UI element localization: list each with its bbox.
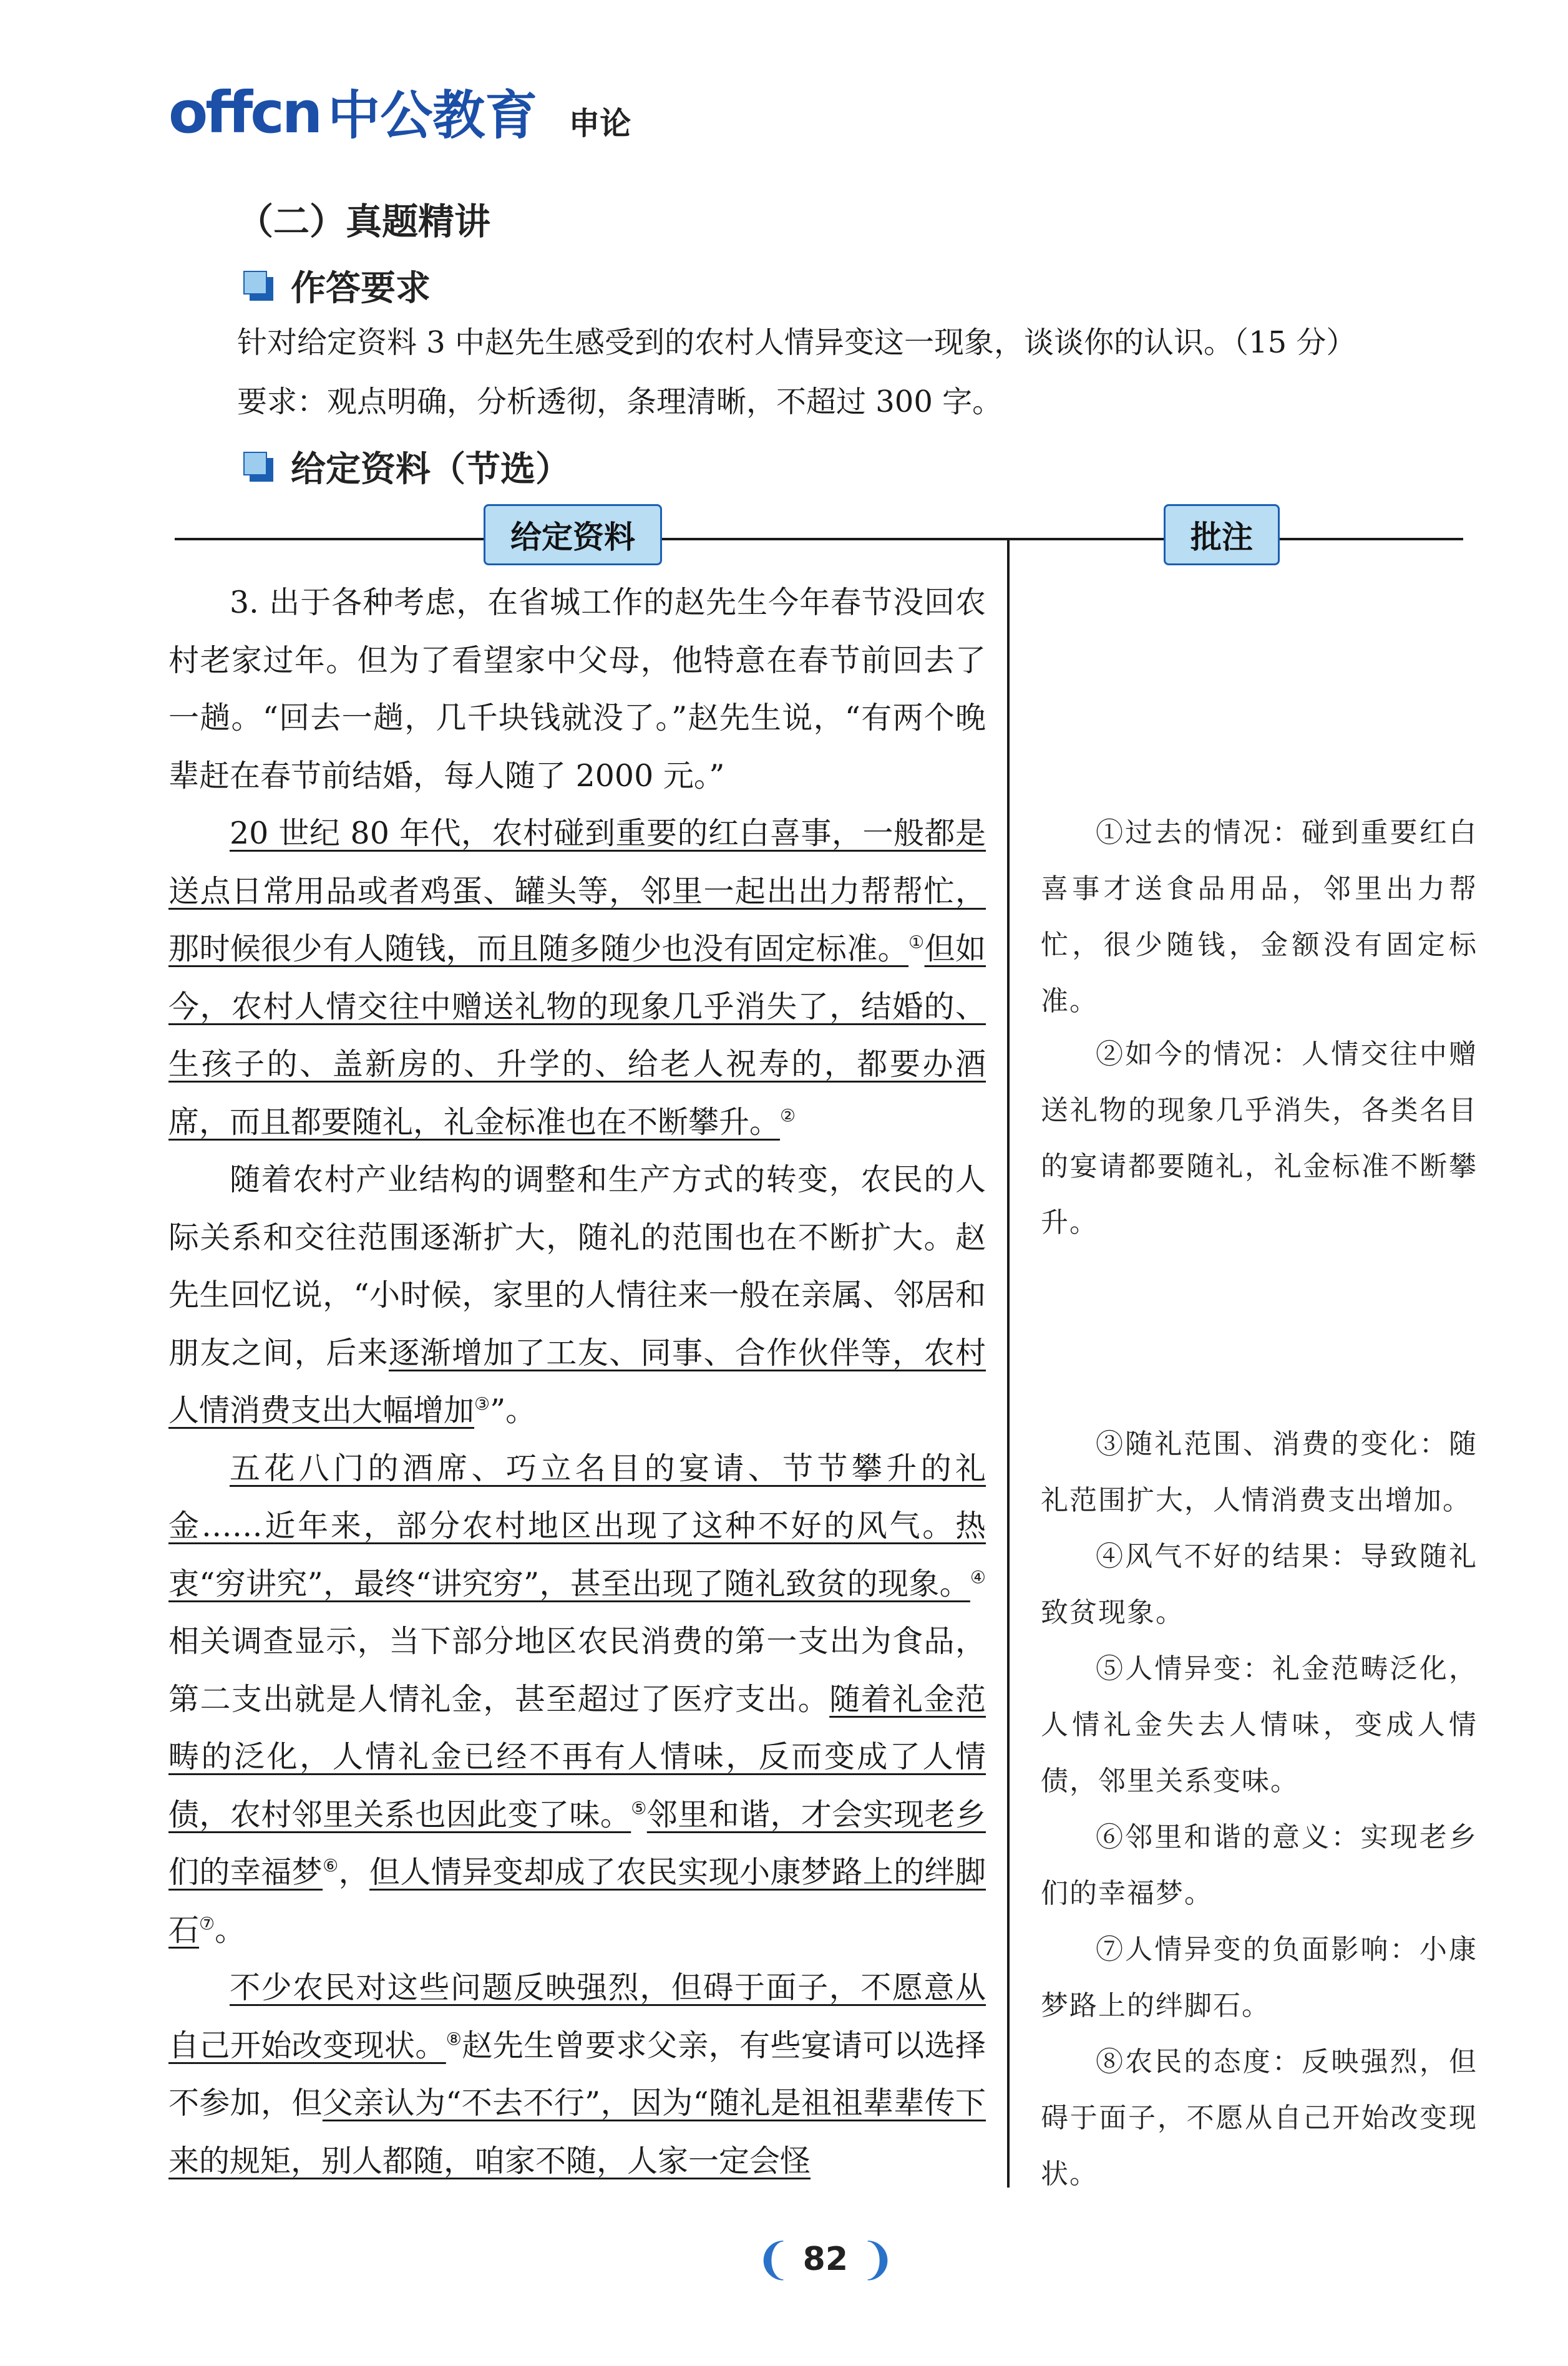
requirements-heading <box>243 261 431 311</box>
underline-2: 但如今，农村人情交往中赠送礼物的现象几乎消失了，结婚的、生孩子的、盖新房的、升学的、给老人祝寿的，都要办酒席，而且都要随礼，礼金标准也在不断攀升。 <box>168 931 986 1140</box>
paragraph-1-text: 3. 出于各种考虑，在省城工作的赵先生今年春节没回农村老家过年。但为了看望家中父母，他特意在春节前回去了一趟。“回去一趟，几千块钱就没了。”赵先生说，“有两个晚辈赶在春节前结婚，每人随了 2000 元。” <box>168 585 986 794</box>
underline-8: 不少农民对这些问题反映强烈，但碍于面子，不愿意从自己开始改变现状。 <box>168 1970 986 2063</box>
paragraph-4-text-a: 相关调查显示，当下部分地区农民消费的第一支出为食品，第二支出就是人情礼金，甚至超过了医疗支出。 <box>168 1624 986 1717</box>
paragraph-4-text-c: 。 <box>215 1912 246 1948</box>
marker-8: ⑧ <box>446 2028 462 2050</box>
note-1: ①过去的情况：碰到重要红白喜事才送食品用品，邻里出力帮忙，很少随钱，金额没有固定标准。 <box>1041 817 1478 1017</box>
header-logo <box>168 79 631 146</box>
marker-3: ③ <box>474 1393 490 1414</box>
marker-5: ⑤ <box>631 1798 647 1819</box>
material-heading-text: 给定资料（节选） <box>291 449 570 490</box>
note-3: ③随礼范围、消费的变化：随礼范围扩大，人情消费支出增加。 <box>1041 1428 1478 1516</box>
marker-1: ① <box>908 932 925 953</box>
logo-chinese-name: 中公教育 <box>328 85 538 146</box>
underline-4: 五花八门的酒席、巧立名目的宴请、节节攀升的礼金……近年来，部分农村地区出现了这种不好的风气。热衷“穷讲究”，最终“讲究穷”，甚至出现了随礼致贫的现象。 <box>168 1450 986 1602</box>
material-text <box>168 574 986 2190</box>
marker-2: ② <box>780 1105 796 1126</box>
note-5: ⑤人情异变：礼金范畴泛化，人情礼金失去人情味，变成人情债，邻里关系变味。 <box>1041 1653 1478 1797</box>
note-6: ⑥邻里和谐的意义：实现老乡们的幸福梦。 <box>1041 1821 1478 1909</box>
underline-3: 逐渐增加了工友、同事、合作伙伴等，农村人情消费支出大幅增加 <box>168 1335 986 1428</box>
paragraph-4 <box>168 1440 986 1960</box>
page-number: 82 <box>802 2241 849 2278</box>
page-footer <box>755 2234 896 2285</box>
marker-4: ④ <box>970 1567 986 1588</box>
paragraph-5 <box>168 1959 986 2190</box>
laurel-left-icon: ❨ <box>755 2234 792 2285</box>
subject-label: 申论 <box>568 105 631 142</box>
square-bullet-icon <box>243 271 273 301</box>
tab-notes: 批注 <box>1164 504 1280 565</box>
laurel-right-icon: ❩ <box>859 2234 896 2285</box>
requirement-line-1: 针对给定资料 3 中赵先生感受到的农村人情异变这一现象，谈谈你的认识。（15 分） <box>237 325 1356 360</box>
tab-material: 给定资料 <box>484 504 662 565</box>
paragraph-4-text-b: ， <box>338 1854 370 1890</box>
requirements-heading-text: 作答要求 <box>291 268 431 309</box>
underline-1: 20 世纪 80 年代，农村碰到重要的红白喜事，一般都是送点日常用品或者鸡蛋、罐头等，邻里一起出出力帮帮忙，那时候很少有人随钱，而且随多随少也没有固定标准。 <box>168 815 986 966</box>
paragraph-3-text-b: ”。 <box>490 1393 537 1428</box>
paragraph-1 <box>168 574 986 805</box>
note-4: ④风气不好的结果：导致随礼致贫现象。 <box>1041 1541 1478 1628</box>
section-title: （二）真题精讲 <box>237 200 491 243</box>
marker-7: ⑦ <box>199 1913 215 1934</box>
note-8: ⑧农民的态度：反映强烈，但碍于面子，不愿从自己开始改变现状。 <box>1041 2046 1478 2190</box>
paragraph-3-text-a: 随着农村产业结构的调整和生产方式的转变，农民的人际关系和交往范围逐渐扩大，随礼的范围也在不断扩大。赵先生回忆说，“小时候，家里的人情往来一般在亲属、邻居和朋友之间，后来 <box>168 1162 986 1371</box>
marker-6: ⑥ <box>323 1855 339 1876</box>
note-2: ②如今的情况：人情交往中赠送礼物的现象几乎消失，各类名目的宴请都要随礼，礼金标准不断攀升。 <box>1041 1038 1478 1239</box>
underline-7: 但人情异变却成了农民实现小康梦路上的绊脚石 <box>168 1854 986 1948</box>
column-divider <box>1007 540 1010 2188</box>
material-heading <box>243 442 570 492</box>
logo-wordmark: offcn <box>168 79 321 146</box>
paragraph-5-text-a: 赵先生曾要求父亲，有些宴请可以选择不参加，但 <box>168 2027 986 2121</box>
requirement-line-2: 要求：观点明确，分析透彻，条理清晰，不超过 300 字。 <box>237 384 1003 419</box>
note-7: ⑦人情异变的负面影响：小康梦路上的绊脚石。 <box>1041 1934 1478 2022</box>
underline-9: 父亲认为“不去不行”，因为“随礼是祖祖辈辈传下来的规矩，别人都随，咱家不随，人家一定会怪 <box>168 2085 986 2179</box>
paragraph-3 <box>168 1151 986 1440</box>
square-bullet-icon <box>243 452 273 482</box>
underline-6: 邻里和谐，才会实现老乡们的幸福梦 <box>168 1796 986 1890</box>
underline-5: 随着礼金范畴的泛化，人情礼金已经不再有人情味，反而变成了人情债，农村邻里关系也因此变了味。 <box>168 1681 986 1833</box>
paragraph-2 <box>168 805 986 1151</box>
